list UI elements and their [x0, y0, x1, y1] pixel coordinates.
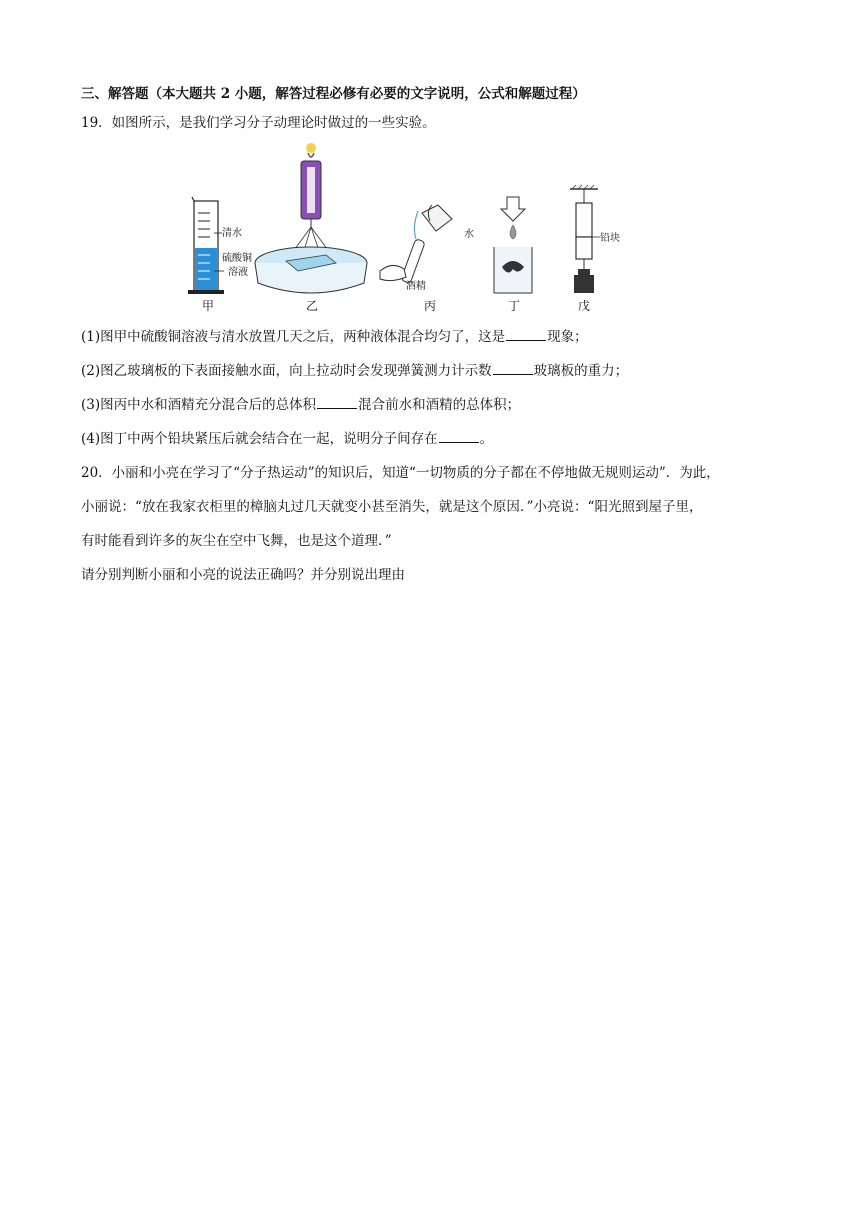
label-lead-block: 铅块: [600, 233, 620, 244]
answer-blank-2[interactable]: [493, 362, 533, 375]
caption-jia: 甲: [202, 299, 215, 313]
caption-wu: 戊: [578, 299, 591, 313]
label-solution: 溶液: [228, 267, 248, 278]
part-3-tail: 混合前水和酒精的总体积；: [358, 397, 521, 413]
diffusion-diagram: [494, 197, 532, 313]
cylinder-diagram: [188, 197, 252, 313]
section-heading: 三、解答题（本大题共 2 小题，解答过程必修有必要的文字说明，公式和解题过程）: [81, 86, 586, 102]
experiment-figure: [180, 143, 680, 315]
part-1-text: (1)图甲中硫酸铜溶液与清水放置几天之后，两种液体混合均匀了，这是: [81, 329, 506, 345]
caption-ding: 丁: [508, 299, 521, 313]
question-19-part-4: [81, 430, 493, 448]
part-2-text: (2)图乙玻璃板的下表面接触水面，向上拉动时会发现弹簧测力计示数: [81, 363, 492, 379]
part-4-tail: 。: [479, 431, 494, 447]
question-19-part-1: [81, 328, 588, 346]
lead-block-diagram: [570, 185, 620, 313]
caption-yi: 乙: [306, 299, 319, 313]
question-19-part-3: [81, 396, 520, 414]
part-1-tail: 现象；: [547, 329, 588, 345]
answer-blank-3[interactable]: [317, 396, 357, 409]
caption-bing: 丙: [424, 299, 437, 313]
answer-blank-1[interactable]: [506, 328, 546, 341]
part-2-tail: 玻璃板的重力；: [533, 363, 629, 379]
question-20-line-2: 小丽说：“放在我家衣柜里的樟脑丸过几天就变小甚至消失，就是这个原因．”小亮说：“阳光照到屋子里，: [81, 499, 703, 515]
part-3-text: (3)图丙中水和酒精充分混合后的总体积: [81, 397, 317, 413]
question-20-line-4: 请分别判断小丽和小亮的说法正确吗？并分别说出理由: [81, 567, 405, 583]
question-19-part-2: [81, 362, 628, 380]
label-copper-sulfate: 硫酸铜: [222, 253, 252, 264]
label-clear-water: 清水: [222, 228, 242, 239]
question-20-line-1: 20．小丽和小亮在学习了“分子热运动”的知识后，知道“一切物质的分子都在不停地做无规则运动”．为此，: [81, 465, 720, 481]
spring-scale-diagram: [255, 143, 367, 313]
question-20-line-3: 有时能看到许多的灰尘在空中飞舞，也是这个道理．”: [81, 533, 392, 549]
mixing-diagram: [380, 205, 474, 313]
label-alcohol: 酒精: [406, 281, 426, 292]
answer-blank-4[interactable]: [439, 430, 479, 443]
part-4-text: (4)图丁中两个铅块紧压后就会结合在一起，说明分子间存在: [81, 431, 438, 447]
label-water: 水: [464, 229, 474, 240]
question-19-stem: 19．如图所示，是我们学习分子动理论时做过的一些实验。: [81, 115, 436, 131]
